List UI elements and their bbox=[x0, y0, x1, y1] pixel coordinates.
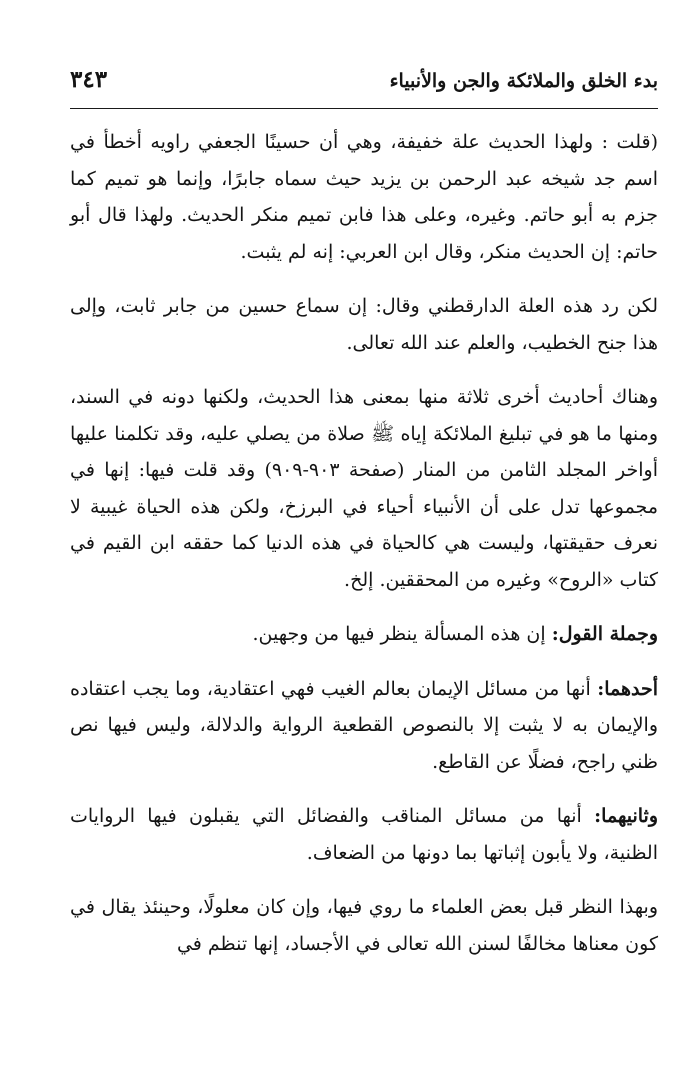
page-body bbox=[70, 124, 658, 962]
paragraph-4-lead: وجملة القول: bbox=[551, 623, 658, 645]
paragraph-6 bbox=[70, 798, 658, 871]
page-header bbox=[70, 62, 658, 102]
paragraph-3-text: وهناك أحاديث أخرى ثلاثة منها بمعنى هذا الحديث، ولكنها دونه في السند، ومنها ما هو في تبليغ الملائكة إياه ﷺ صلاة من يصلي عليه، وقد تكلمنا عليها أواخر المجلد الثامن من المنار (صفحة ٩٠٣-٩٠٩) وقد قلت فيها: إنها في مجموعها تدل على أن الأنبياء أحياء في البرزخ، ولكن هذه الحياة غيبية لا نعرف حقيقتها، وليست هي كالحياة في هذه الدنيا كما حققه ابن القيم في كتاب «الروح» وغيره من المحققين. إلخ. bbox=[70, 386, 658, 591]
running-title: بدء الخلق والملائكة والجن والأنبياء bbox=[389, 70, 658, 92]
paragraph-4-text: إن هذه المسألة ينظر فيها من وجهين. bbox=[252, 623, 552, 645]
paragraph-2-text: لكن رد هذه العلة الدارقطني وقال: إن سماع حسين من جابر ثابت، وإلى هذا جنح الخطيب، والعلم عند الله تعالى. bbox=[70, 295, 658, 354]
paragraph-5-text: أنها من مسائل الإيمان بعالم الغيب فهي اعتقادية، وما يجب اعتقاده والإيمان به لا يثبت إلا بالنصوص القطعية الرواية والدلالة، وليس فيها نص ظني راجح، فضلًا عن القاطع. bbox=[70, 677, 658, 773]
paragraph-7-text: وبهذا النظر قبل بعض العلماء ما روي فيها، وإن كان معلولًا، وحينئذ يقال في كون معناها مخالفًا لسنن الله تعالى في الأجساد، إنها تنظم في bbox=[70, 896, 658, 955]
paragraph-1-text: (قلت : ولهذا الحديث علة خفيفة، وهي أن حسينًا الجعفي راويه أخطأ في اسم جد شيخه عبد الرحمن بن يزيد حيث سماه جابرًا، وإنما هو تميم كما جزم به أبو حاتم. وغيره، وعلى هذا فابن تميم منكر الحديث. ولهذا قال أبو حاتم: إن الحديث منكر، وقال ابن العربي: إنه لم يثبت. bbox=[70, 131, 658, 263]
paragraph-6-text: أنها من مسائل المناقب والفضائل التي يقبلون فيها الروايات الظنية، ولا يأبون إثباتها بما دونها من الضعاف. bbox=[70, 805, 658, 864]
paragraph-3 bbox=[70, 379, 658, 598]
paragraph-5 bbox=[70, 671, 658, 781]
paragraph-7 bbox=[70, 889, 658, 962]
page-number: ٣٤٣ bbox=[70, 66, 108, 93]
paragraph-6-lead: وثانيهما: bbox=[594, 805, 658, 827]
paragraph-5-lead: أحدهما: bbox=[597, 677, 658, 700]
paragraph-4 bbox=[70, 616, 658, 653]
header-rule bbox=[70, 108, 658, 109]
paragraph-2 bbox=[70, 288, 658, 361]
paragraph-1 bbox=[70, 124, 658, 270]
